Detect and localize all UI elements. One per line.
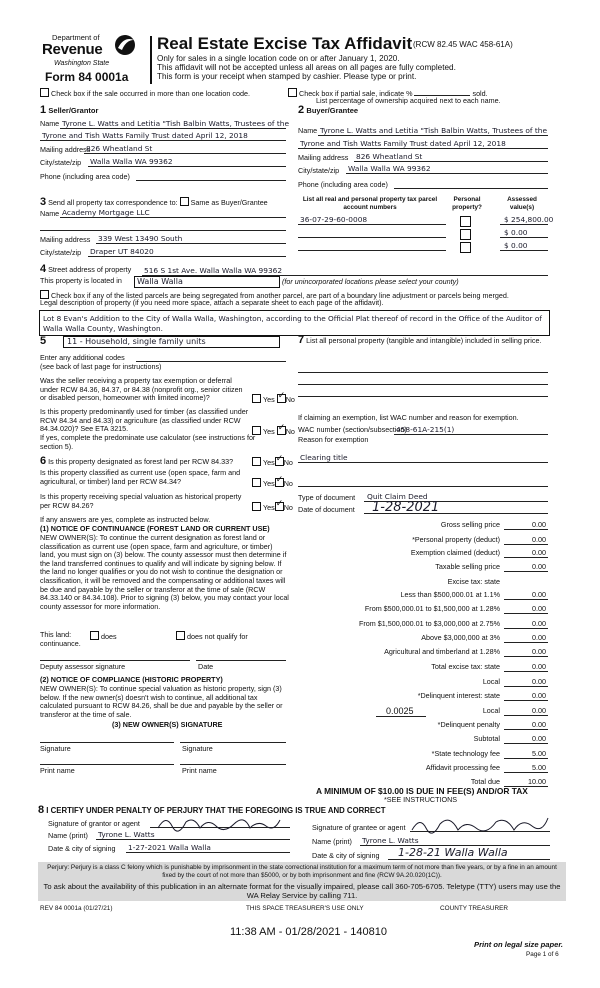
calc-label-1: *Personal property (deduct) xyxy=(412,535,500,544)
calc-value-10[interactable]: 0.00 xyxy=(532,662,546,671)
s6-q3: Is this property receiving special valuation as historical property per RCW 84.26? xyxy=(40,492,242,510)
cashier-stamp: 11:38 AM - 01/28/2021 - 140810 xyxy=(230,926,387,938)
grantor-sig-label: Signature of grantor or agent xyxy=(48,819,140,828)
calc-value-17[interactable]: 5.00 xyxy=(532,763,546,772)
document-date[interactable]: 1-28-2021 xyxy=(372,500,440,515)
s5-q1-no[interactable] xyxy=(277,394,286,403)
s6-q1-answer[interactable]: Yes✓ No xyxy=(252,457,293,468)
s5-q1: Was the seller receiving a property tax exemption or deferral under RCW 84.36, 84.37, or 84.38 (nonprofit org., senior citizen or disabled person, homeowner with limited income)? xyxy=(40,376,243,403)
seller-mail[interactable]: 826 Wheatland St xyxy=(86,144,153,153)
calc-label-11: Local xyxy=(482,677,500,686)
revision: REV 84 0001a (01/27/21) xyxy=(40,905,113,912)
calc-value-12[interactable]: 0.00 xyxy=(532,691,546,700)
s6-q3-answer[interactable]: Yes✓ No xyxy=(252,502,293,513)
docdate-label: Date of document xyxy=(298,505,355,514)
deputy-date-label: Date xyxy=(198,662,214,671)
buyer-mail-label: Mailing address xyxy=(298,153,349,162)
s6-q2: Is this property classified as current use (open space, farm and agricultural, or timber) land per RCW 84.34? xyxy=(40,468,241,486)
corr-name[interactable]: Academy Mortgage LLC xyxy=(62,208,150,217)
s5-q1-answer[interactable]: Yes ✓ No xyxy=(252,394,295,405)
form-statute: (RCW 82.45 WAC 458-61A) xyxy=(413,40,513,49)
seller-name-line1[interactable]: Tyrone L. Watts and Letitia "Tish Balbin Watts, Trustees of the xyxy=(62,119,290,128)
seller-city[interactable]: Walla Walla WA 99362 xyxy=(90,157,173,166)
personal-property-checkbox-2[interactable] xyxy=(460,229,471,240)
s6-n3-head: (3) NEW OWNER(S) SIGNATURE xyxy=(112,720,223,729)
header-divider xyxy=(150,36,152,84)
list-percentage-note: List percentage of ownership acquired next to each name. xyxy=(316,96,501,105)
calc-label-12: *Delinquent interest: state xyxy=(417,691,500,700)
s6-q3-yes[interactable] xyxy=(252,502,261,511)
county-treasurer: COUNTY TREASURER xyxy=(440,905,508,912)
corr-name-label: Name xyxy=(40,209,60,218)
dept-state: Washington State xyxy=(54,60,110,67)
grantor-date-label: Date & city of signing xyxy=(48,844,116,853)
local-rate: 0.0025 xyxy=(386,706,414,716)
buyer-city[interactable]: Walla Walla WA 99362 xyxy=(348,164,431,173)
minimum-due-note: A MINIMUM OF $10.00 IS DUE IN FEE(S) AND/OR TAX xyxy=(316,786,528,796)
see-back-note: (see back of last page for instructions) xyxy=(40,362,162,371)
calc-value-1[interactable]: 0.00 xyxy=(532,535,546,544)
calc-value-3[interactable]: 0.00 xyxy=(532,562,546,571)
page-number: Page 1 of 6 xyxy=(526,951,559,958)
calc-value-9[interactable]: 0.00 xyxy=(532,647,546,656)
calc-value-11[interactable]: 0.00 xyxy=(532,677,546,686)
exempt-note: If claiming an exemption, list WAC number and reason for exemption. xyxy=(298,413,519,422)
s6-does-checkbox[interactable] xyxy=(90,631,99,640)
grantor-name[interactable]: Tyrone L. Watts xyxy=(98,830,155,839)
calc-label-17: Affidavit processing fee xyxy=(425,763,500,772)
located-label: This property is located in xyxy=(40,276,122,285)
form-title: Real Estate Excise Tax Affidavit xyxy=(157,34,413,53)
calc-label-15: Subtotal xyxy=(473,734,500,743)
s5-q2b: If yes, complete the predominate use calculator (see instructions for section 5). xyxy=(40,433,256,451)
seller-mail-label: Mailing address xyxy=(40,145,91,154)
multi-location-checkbox[interactable] xyxy=(40,88,49,97)
deputy-signature-label: Deputy assessor signature xyxy=(40,662,126,671)
grantee-signature[interactable] xyxy=(410,812,550,841)
s6-n2-body: NEW OWNER(S): To continue special valuation as historic property, sign (3) below. If the new owner(s) doesn't wish to continue, all additional tax calculated pursuant to RCW 84.26, shall be due and payable by the seller or transferor at the time of sale. xyxy=(40,684,283,719)
alt-format-note: To ask about the availability of this publication in an alternate format for the visually impaired, please call 360-705-6705. Teletype (TTY) users may use the WA Relay Service by calling 711. xyxy=(38,881,566,901)
grantee-date-label: Date & city of signing xyxy=(312,851,380,860)
corr-mail-label: Mailing address xyxy=(40,235,91,244)
personal-property-checkbox-1[interactable] xyxy=(460,216,471,227)
s6-n2-head: (2) NOTICE OF COMPLIANCE (HISTORIC PROPERTY) xyxy=(40,675,223,684)
legal-label: Legal description of property (if you need more space, attach a separate sheet to each page of the affidavit). xyxy=(40,298,384,307)
exemption-reason[interactable]: Clearing title xyxy=(300,453,348,462)
legal-description: Lot 8 Evan's Addition to the City of Walla Walla, Washington, according to the Official Plat thereof of record in the Office of the Auditor of Walla Walla County, Washington. xyxy=(43,314,542,333)
additional-codes-label: Enter any additional codes xyxy=(40,353,125,362)
new-owner-signature-1: Signature xyxy=(40,744,71,753)
s6-if-any: If any answers are yes, complete as instructed below. xyxy=(40,515,211,524)
calc-label-6: From $500,000.01 to $1,500,000 at 1.28% xyxy=(364,604,500,613)
s6-q1: 6 Is this property designated as forest land per RCW 84.33? xyxy=(40,455,234,467)
calc-label-9: Agricultural and timberland at 1.28% xyxy=(384,647,500,656)
calc-label-4: Excise tax: state xyxy=(447,577,500,586)
s6-n1-head: (1) NOTICE OF CONTINUANCE (FOREST LAND OR CURRENT USE) xyxy=(40,524,270,533)
buyer-mail[interactable]: 826 Wheatland St xyxy=(356,152,423,161)
seller-name-line2[interactable]: Tyrone and Tish Watts Family Trust dated April 12, 2018 xyxy=(42,131,248,140)
calc-label-13: Local xyxy=(482,706,500,715)
form-number: Form 84 0001a xyxy=(45,70,129,84)
partial-sale-check[interactable]: Check box if partial sale, indicate % sold. xyxy=(288,88,488,99)
new-owner-signature-2: Signature xyxy=(182,744,213,753)
calc-label-0: Gross selling price xyxy=(440,520,500,529)
buyer-phone-label: Phone (including area code) xyxy=(298,180,388,189)
calc-label-14: *Delinquent penalty xyxy=(437,720,500,729)
s6-q3-no[interactable] xyxy=(275,502,284,511)
seller-phone-label: Phone (including area code) xyxy=(40,172,130,181)
reason-label: Reason for exemption xyxy=(298,435,369,444)
buyer-name-line2[interactable]: Tyrone and Tish Watts Family Trust dated April 12, 2018 xyxy=(300,139,506,148)
s6-q2-answer[interactable]: Yes✓ No xyxy=(252,478,293,489)
land-use-code-select[interactable]: 11 - Household, single family units xyxy=(63,336,280,348)
dor-swoosh-icon xyxy=(112,34,138,61)
new-owner-print-1: Print name xyxy=(40,766,75,775)
calc-label-10: Total excise tax: state xyxy=(431,662,500,671)
see-instructions: *SEE INSTRUCTIONS xyxy=(384,795,458,804)
calc-label-7: From $1,500,000.01 to $3,000,000 at 2.75% xyxy=(358,619,500,628)
s6-q1-yes[interactable] xyxy=(252,457,261,466)
corr-city-label: City/state/zip xyxy=(40,248,82,257)
calc-value-2[interactable]: 0.00 xyxy=(532,548,546,557)
calc-label-16: *State technology fee xyxy=(431,749,500,758)
assessed-value-3[interactable]: $ 0.00 xyxy=(504,241,528,250)
wac-number[interactable]: 458-61A-215(1) xyxy=(396,425,455,434)
perjury-note: Perjury: Perjury is a class C felony which is punishable by imprisonment in the state correctional institution for a maximum term of not more than five years, or by a fine in an amount fixed by the court of not more than $5000, or by both imprisonment and fine (RCW 9A.20.020(1C)). xyxy=(38,862,566,881)
section5-number: 5 xyxy=(40,335,47,347)
s5-q2-answer[interactable]: Yes ✓ No xyxy=(252,426,295,437)
corr-city[interactable]: Draper UT 84020 xyxy=(90,247,154,256)
grantee-sig-label: Signature of grantee or agent xyxy=(312,823,406,832)
grantor-signature[interactable] xyxy=(154,812,284,839)
notice-line2: This affidavit will not be accepted unless all areas on all pages are fully completed. xyxy=(157,63,456,72)
doctype-label: Type of document xyxy=(298,493,356,502)
corr-mail[interactable]: 339 West 13490 South xyxy=(98,234,183,243)
new-owner-print-2: Print name xyxy=(182,766,217,775)
seller-city-label: City/state/zip xyxy=(40,158,82,167)
calc-value-8[interactable]: 0.00 xyxy=(532,633,546,642)
calc-value-13[interactable]: 0.00 xyxy=(532,706,546,715)
calc-label-2: Exemption claimed (deduct) xyxy=(410,548,500,557)
notice-line1: Only for sales in a single location code on or after January 1, 2020. xyxy=(157,54,400,63)
calc-value-14[interactable]: 0.00 xyxy=(532,720,546,729)
parcels-col2: Personal property? xyxy=(452,196,482,211)
calc-label-18: Total due xyxy=(470,777,500,786)
section3-heading: 3 Send all property tax correspondence to: Same as Buyer/Grantee xyxy=(40,196,268,208)
section4-street: 4 Street address of property xyxy=(40,263,132,275)
grantee-name[interactable]: Tyrone L. Watts xyxy=(362,836,419,845)
multi-location-check[interactable]: Check box if the sale occurred in more than one location code. xyxy=(40,88,250,99)
same-as-buyer-checkbox[interactable] xyxy=(180,197,189,206)
document-type[interactable]: Quit Claim Deed xyxy=(367,492,428,501)
assessed-value-2[interactable]: $ 0.00 xyxy=(504,228,528,237)
dept-line1: Department of xyxy=(52,33,100,42)
segregate-check[interactable]: Check box if any of the listed parcels are being segregated from another parcel, are part of a boundary line adjustment or parcels being merged. xyxy=(40,290,560,301)
grantee-date-city[interactable]: 1-28-21 Walla Walla xyxy=(398,846,508,859)
calc-label-5: Less than $500,000.01 at 1.1% xyxy=(400,590,500,599)
s6-does[interactable]: does xyxy=(90,631,117,642)
calc-value-16[interactable]: 5.00 xyxy=(532,749,546,758)
calc-value-7[interactable]: 0.00 xyxy=(532,619,546,628)
seller-name-label: Name xyxy=(40,119,60,128)
parcels-col3: Assessed value(s) xyxy=(507,196,537,211)
calc-value-18[interactable]: 10.00 xyxy=(528,777,546,786)
buyer-name-label: Name xyxy=(298,126,318,135)
s5-q1-yes[interactable] xyxy=(252,394,261,403)
located-select[interactable]: Walla Walla xyxy=(134,276,280,288)
partial-sale-checkbox[interactable] xyxy=(288,88,297,97)
buyer-name-line1[interactable]: Tyrone L. Watts and Letitia "Tish Balbin Watts, Trustees of the xyxy=(320,126,548,135)
personal-property-checkbox-3[interactable] xyxy=(460,242,471,253)
s6-n1-body: NEW OWNER(S): To continue the current designation as forest land or classification as current use (open space, farm and agriculture, or timber) land, you must sign on (3) below. The county assessor must then determine if the land transferred continues to qualify and will indicate by signing below. If the land no longer qualifies or you do not wish to continue the designation or classification, it will be removed and the compensating or additional taxes will be due and payable by the seller or transferor at the time of sale (RCW 84.33.140 or 84.34.108). Prior to signing (3) below, you may contact your local county assessor for more information. xyxy=(40,533,289,611)
s6-does-not-checkbox[interactable] xyxy=(176,631,185,640)
grantee-name-label: Name (print) xyxy=(312,837,352,846)
grantor-name-label: Name (print) xyxy=(48,831,88,840)
s6-continuance: continuance. xyxy=(40,639,81,648)
treasurer-only: THIS SPACE TREASURER'S USE ONLY xyxy=(246,905,364,912)
s6-does-not[interactable]: does not qualify for xyxy=(176,631,248,642)
s6-q1-no[interactable] xyxy=(275,457,284,466)
calc-label-8: Above $3,000,000 at 3% xyxy=(421,633,500,642)
notice-line3: This form is your receipt when stamped by cashier. Please type or print. xyxy=(157,72,417,81)
buyer-city-label: City/state/zip xyxy=(298,166,340,175)
calc-value-6[interactable]: 0.00 xyxy=(532,604,546,613)
calc-value-0[interactable]: 0.00 xyxy=(532,520,546,529)
parcel-number-1[interactable]: 36-07-29-60-0008 xyxy=(300,215,368,224)
assessed-value-1[interactable]: $ 254,800.00 xyxy=(504,215,554,224)
s6-q2-yes[interactable] xyxy=(252,478,261,487)
s5-q2: Is this property predominantly used for timber (as classified under RCW 84.34 and 84.33) or agriculture (as classified under RCW 84.34.020)? See ETA 3215. xyxy=(40,407,249,434)
section2-heading: 2 Buyer/Grantee xyxy=(298,104,359,116)
parcels-col1: List all real and personal property tax parcel account numbers xyxy=(302,196,438,211)
print-legal-note: Print on legal size paper. xyxy=(474,940,564,949)
legal-description-box[interactable] xyxy=(39,310,550,336)
s6-this-land: This land: xyxy=(40,630,72,639)
dept-line2: Revenue xyxy=(42,41,103,58)
section7-text: 7 List all personal property (tangible and intangible) included in selling price. xyxy=(298,334,542,346)
calc-label-3: Taxable selling price xyxy=(435,562,500,571)
calc-value-15[interactable]: 0.00 xyxy=(532,734,546,743)
s6-q2-no[interactable] xyxy=(275,478,284,487)
calc-value-5[interactable]: 0.00 xyxy=(532,590,546,599)
wac-label: WAC number (section/subsection) xyxy=(298,425,407,434)
located-note: (for unincorporated locations please select your county) xyxy=(282,277,459,286)
section1-heading: 1 Seller/Grantor xyxy=(40,104,99,116)
grantor-date-city[interactable]: 1-27-2021 Walla Walla xyxy=(128,843,211,852)
section8-heading: 8 I CERTIFY UNDER PENALTY OF PERJURY THAT THE FOREGOING IS TRUE AND CORRECT xyxy=(38,804,386,816)
property-street[interactable]: 516 S 1st Ave. Walla Walla WA 99362 xyxy=(144,266,283,275)
